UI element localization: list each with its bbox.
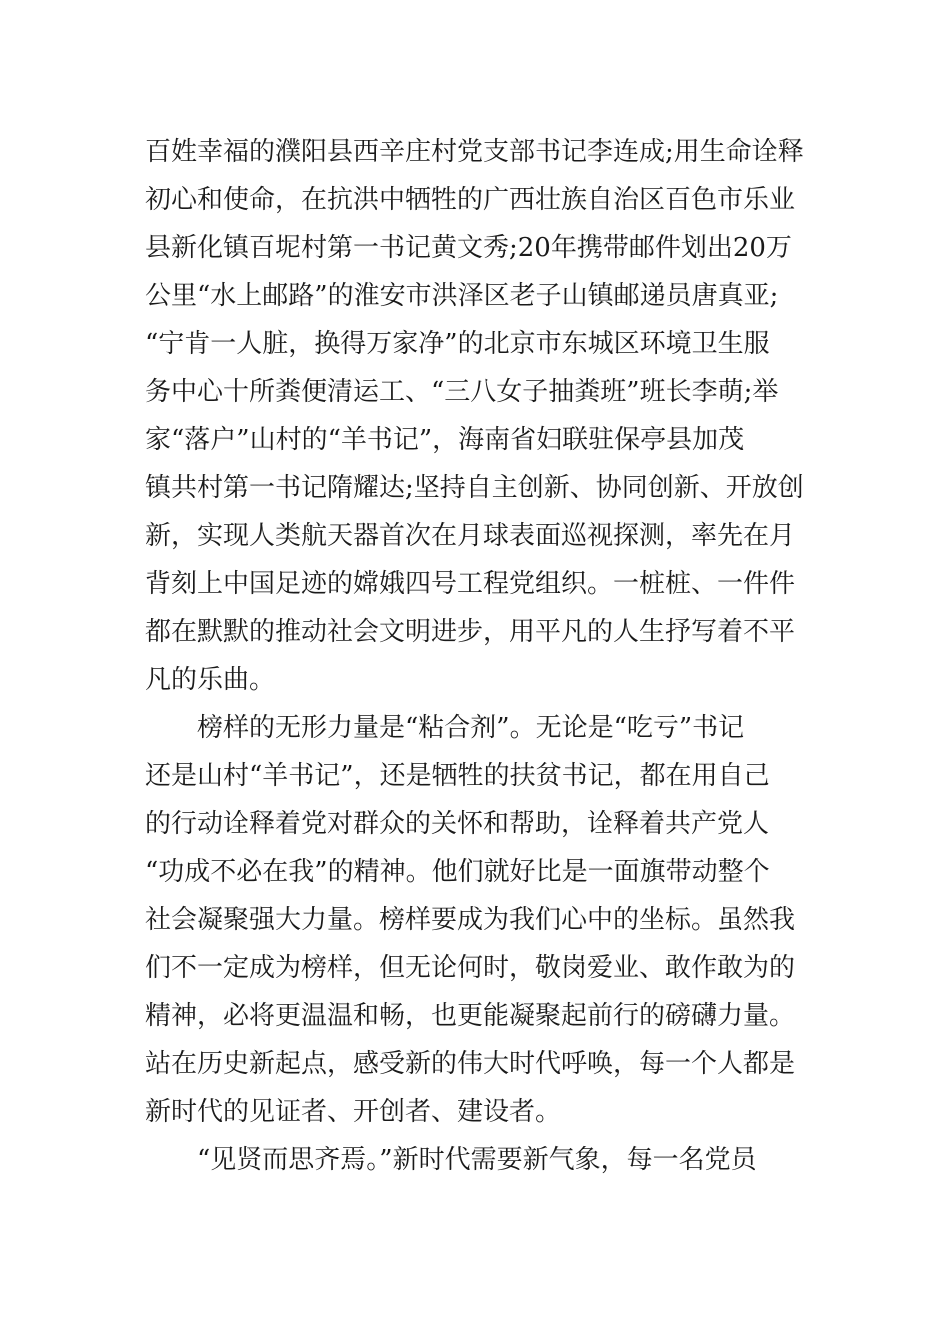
text-line: 务中心十所粪便清运工、“三八女子抽粪班”班长李萌;举 — [145, 377, 779, 407]
text-line: “宁肯一人脏，换得万家净”的北京市东城区环境卫生服 — [145, 329, 770, 359]
text-line: 公里“水上邮路”的淮安市洪泽区老子山镇邮递员唐真亚; — [145, 281, 779, 311]
text-line: 们不一定成为榜样，但无论何时，敬岗爱业、敢作敢为的 — [145, 953, 796, 983]
text-line: 榜样的无形力量是“粘合剂”。无论是“吃亏”书记 — [145, 713, 745, 743]
text-line: 站在历史新起点，感受新的伟大时代呼唤，每一个人都是 — [145, 1049, 796, 1079]
text-line: 百姓幸福的濮阳县西辛庄村党支部书记李连成;用生命诠释 — [145, 137, 804, 167]
text-line: “功成不必在我”的精神。他们就好比是一面旗带动整个 — [145, 857, 770, 887]
text-line: 凡的乐曲。 — [145, 665, 276, 695]
text-line: 精神，必将更温温和畅，也更能凝聚起前行的磅礴力量。 — [145, 1001, 796, 1031]
text-line: 的行动诠释着党对群众的关怀和帮助，诠释着共产党人 — [145, 809, 770, 839]
text-line: 社会凝聚强大力量。榜样要成为我们心中的坐标。虽然我 — [145, 905, 796, 935]
text-line: 县新化镇百坭村第一书记黄文秀;20年携带邮件划出20万 — [145, 233, 792, 263]
text-line: 镇共村第一书记隋耀达;坚持自主创新、协同创新、开放创 — [145, 473, 804, 503]
text-line: 新，实现人类航天器首次在月球表面巡视探测，率先在月 — [145, 521, 796, 551]
text-line: 初心和使命，在抗洪中牺牲的广西壮族自治区百色市乐业 — [145, 185, 796, 215]
text-line: 背刻上中国足迹的嫦娥四号工程党组织。一桩桩、一件件 — [145, 569, 796, 599]
text-line: 都在默默的推动社会文明进步，用平凡的人生抒写着不平 — [145, 617, 796, 647]
text-line: “见贤而思齐焉。”新时代需要新气象，每一名党员 — [145, 1145, 757, 1175]
text-line: 还是山村“羊书记”，还是牺牲的扶贫书记，都在用自己 — [145, 761, 770, 791]
text-line: 新时代的见证者、开创者、建设者。 — [145, 1097, 562, 1127]
text-line: 家“落户”山村的“羊书记”，海南省妇联驻保亭县加茂 — [145, 425, 745, 455]
